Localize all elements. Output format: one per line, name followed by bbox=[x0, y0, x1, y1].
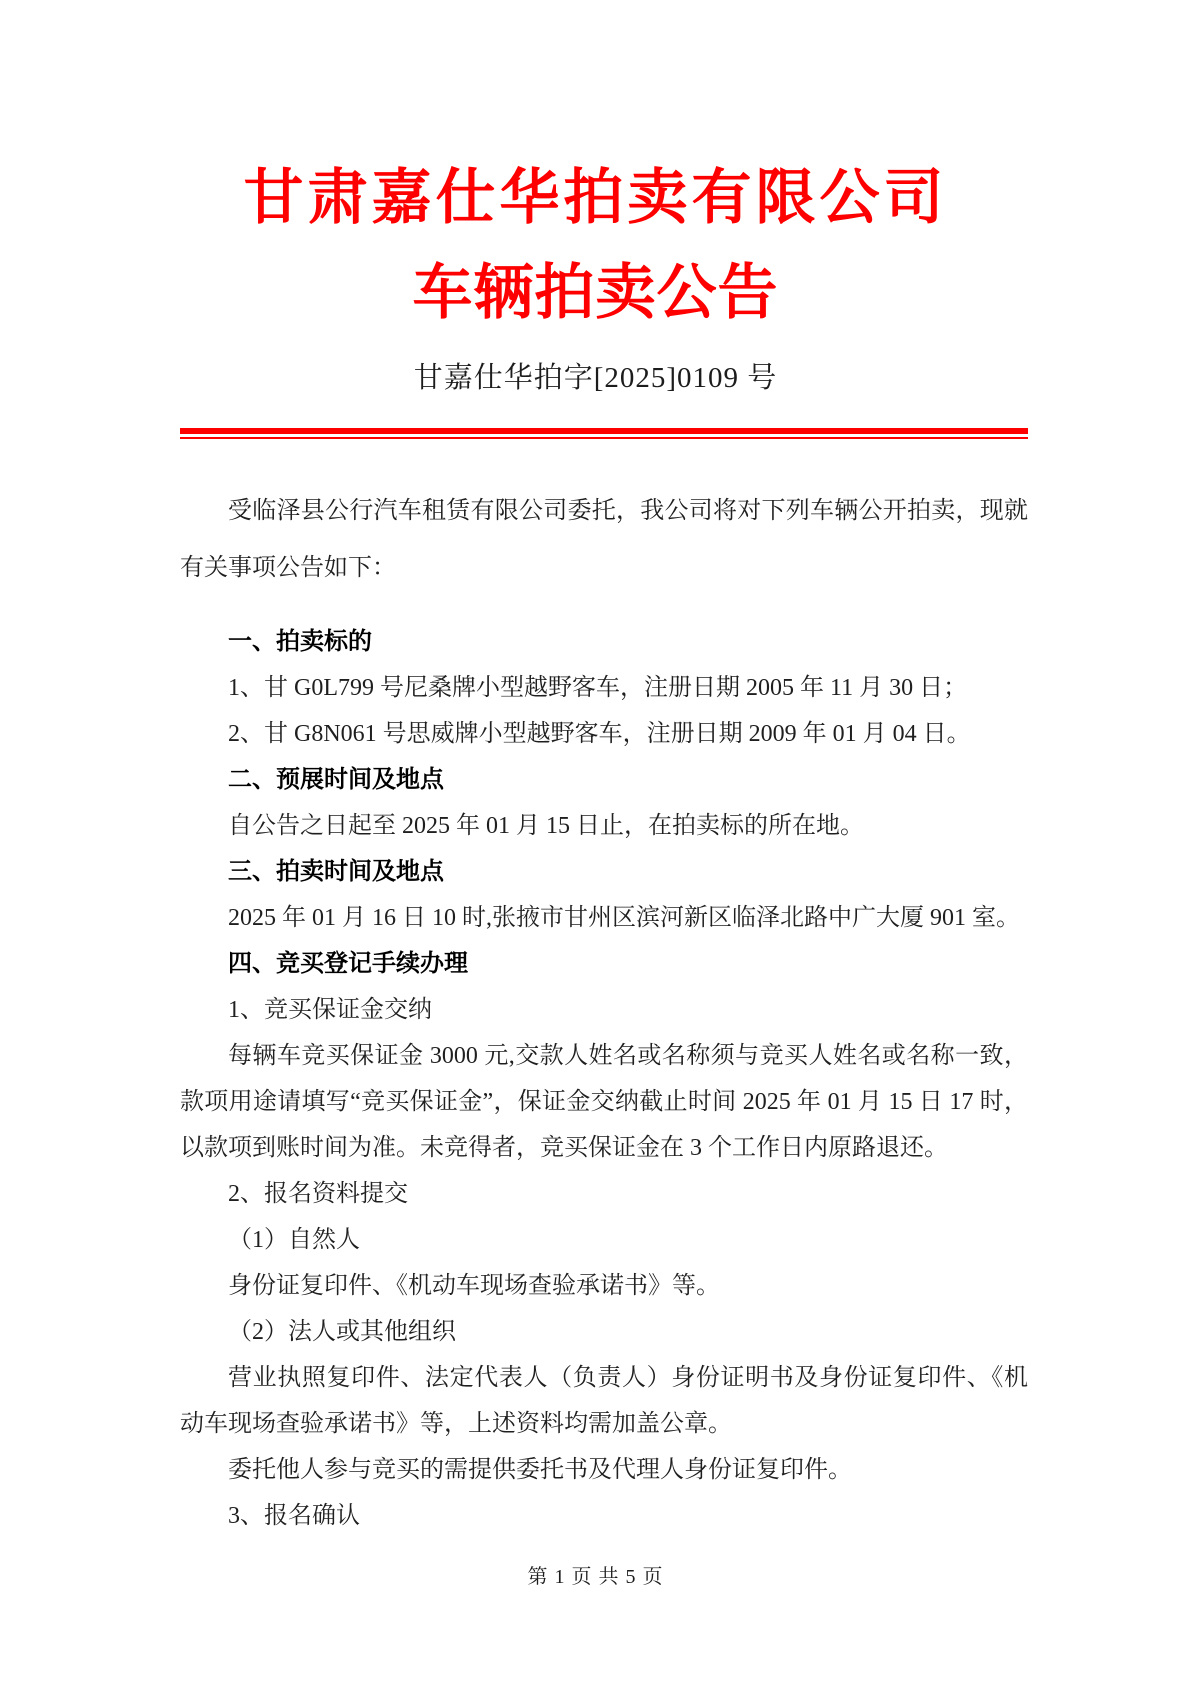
body-line: 3、报名确认 bbox=[228, 1503, 360, 1529]
double-red-rule bbox=[180, 428, 1028, 439]
body-line: 款项用途请填写“竞买保证金”，保证金交纳截止时间 2025 年 01 月 15 日 17 时， bbox=[180, 1089, 1028, 1115]
body-line: 2025 年 01 月 16 日 10 时,张掖市甘州区滨河新区临泽北路中广大厦 901 室。 bbox=[228, 905, 1020, 931]
body-line: 受临泽县公行汽车租赁有限公司委托，我公司将对下列车辆公开拍卖，现就 bbox=[228, 498, 1028, 524]
body-line: 以款项到账时间为准。未竞得者，竞买保证金在 3 个工作日内原路退还。 bbox=[180, 1135, 948, 1161]
body-line: 身份证复印件、《机动车现场查验承诺书》等。 bbox=[228, 1273, 720, 1299]
body-line: 动车现场查验承诺书》等，上述资料均需加盖公章。 bbox=[180, 1411, 732, 1437]
body-line: 有关事项公告如下： bbox=[180, 555, 396, 581]
rule-thin-line bbox=[180, 437, 1028, 439]
body-line: 自公告之日起至 2025 年 01 月 15 日止，在拍卖标的所在地。 bbox=[228, 813, 864, 839]
rule-thick-line bbox=[180, 428, 1028, 434]
title-line-announcement: 车辆拍卖公告 bbox=[412, 259, 779, 326]
body-line: 每辆车竞买保证金 3000 元,交款人姓名或名称须与竞买人姓名或名称一致， bbox=[228, 1043, 1028, 1069]
body-line: 委托他人参与竞买的需提供委托书及代理人身份证复印件。 bbox=[228, 1457, 852, 1483]
body-line: 二、预展时间及地点 bbox=[228, 766, 444, 793]
body-line: 2、甘 G8N061 号思威牌小型越野客车，注册日期 2009 年 01 月 04 日。 bbox=[228, 721, 971, 747]
body-line: 营业执照复印件、法定代表人（负责人）身份证明书及身份证复印件、《机 bbox=[228, 1365, 1028, 1391]
body-line: 1、竞买保证金交纳 bbox=[228, 997, 432, 1023]
body-line: （1）自然人 bbox=[228, 1227, 360, 1253]
body-line: 2、报名资料提交 bbox=[228, 1181, 408, 1207]
document-body bbox=[180, 483, 1028, 1539]
body-line: 四、竞买登记手续办理 bbox=[228, 950, 468, 977]
title-line-company: 甘肃嘉仕华拍卖有限公司 bbox=[243, 164, 948, 231]
page-footer: 第 1 页 共 5 页 bbox=[527, 1566, 664, 1588]
document-title bbox=[0, 150, 1191, 340]
body-line: 1、甘 G0L799 号尼桑牌小型越野客车，注册日期 2005 年 11 月 30 日； bbox=[228, 675, 968, 701]
body-line: 一、拍卖标的 bbox=[228, 628, 372, 655]
body-line: （2）法人或其他组织 bbox=[228, 1319, 456, 1345]
body-line: 三、拍卖时间及地点 bbox=[228, 858, 444, 885]
doc-number: 甘嘉仕华拍字[2025]0109 号 bbox=[413, 362, 778, 394]
